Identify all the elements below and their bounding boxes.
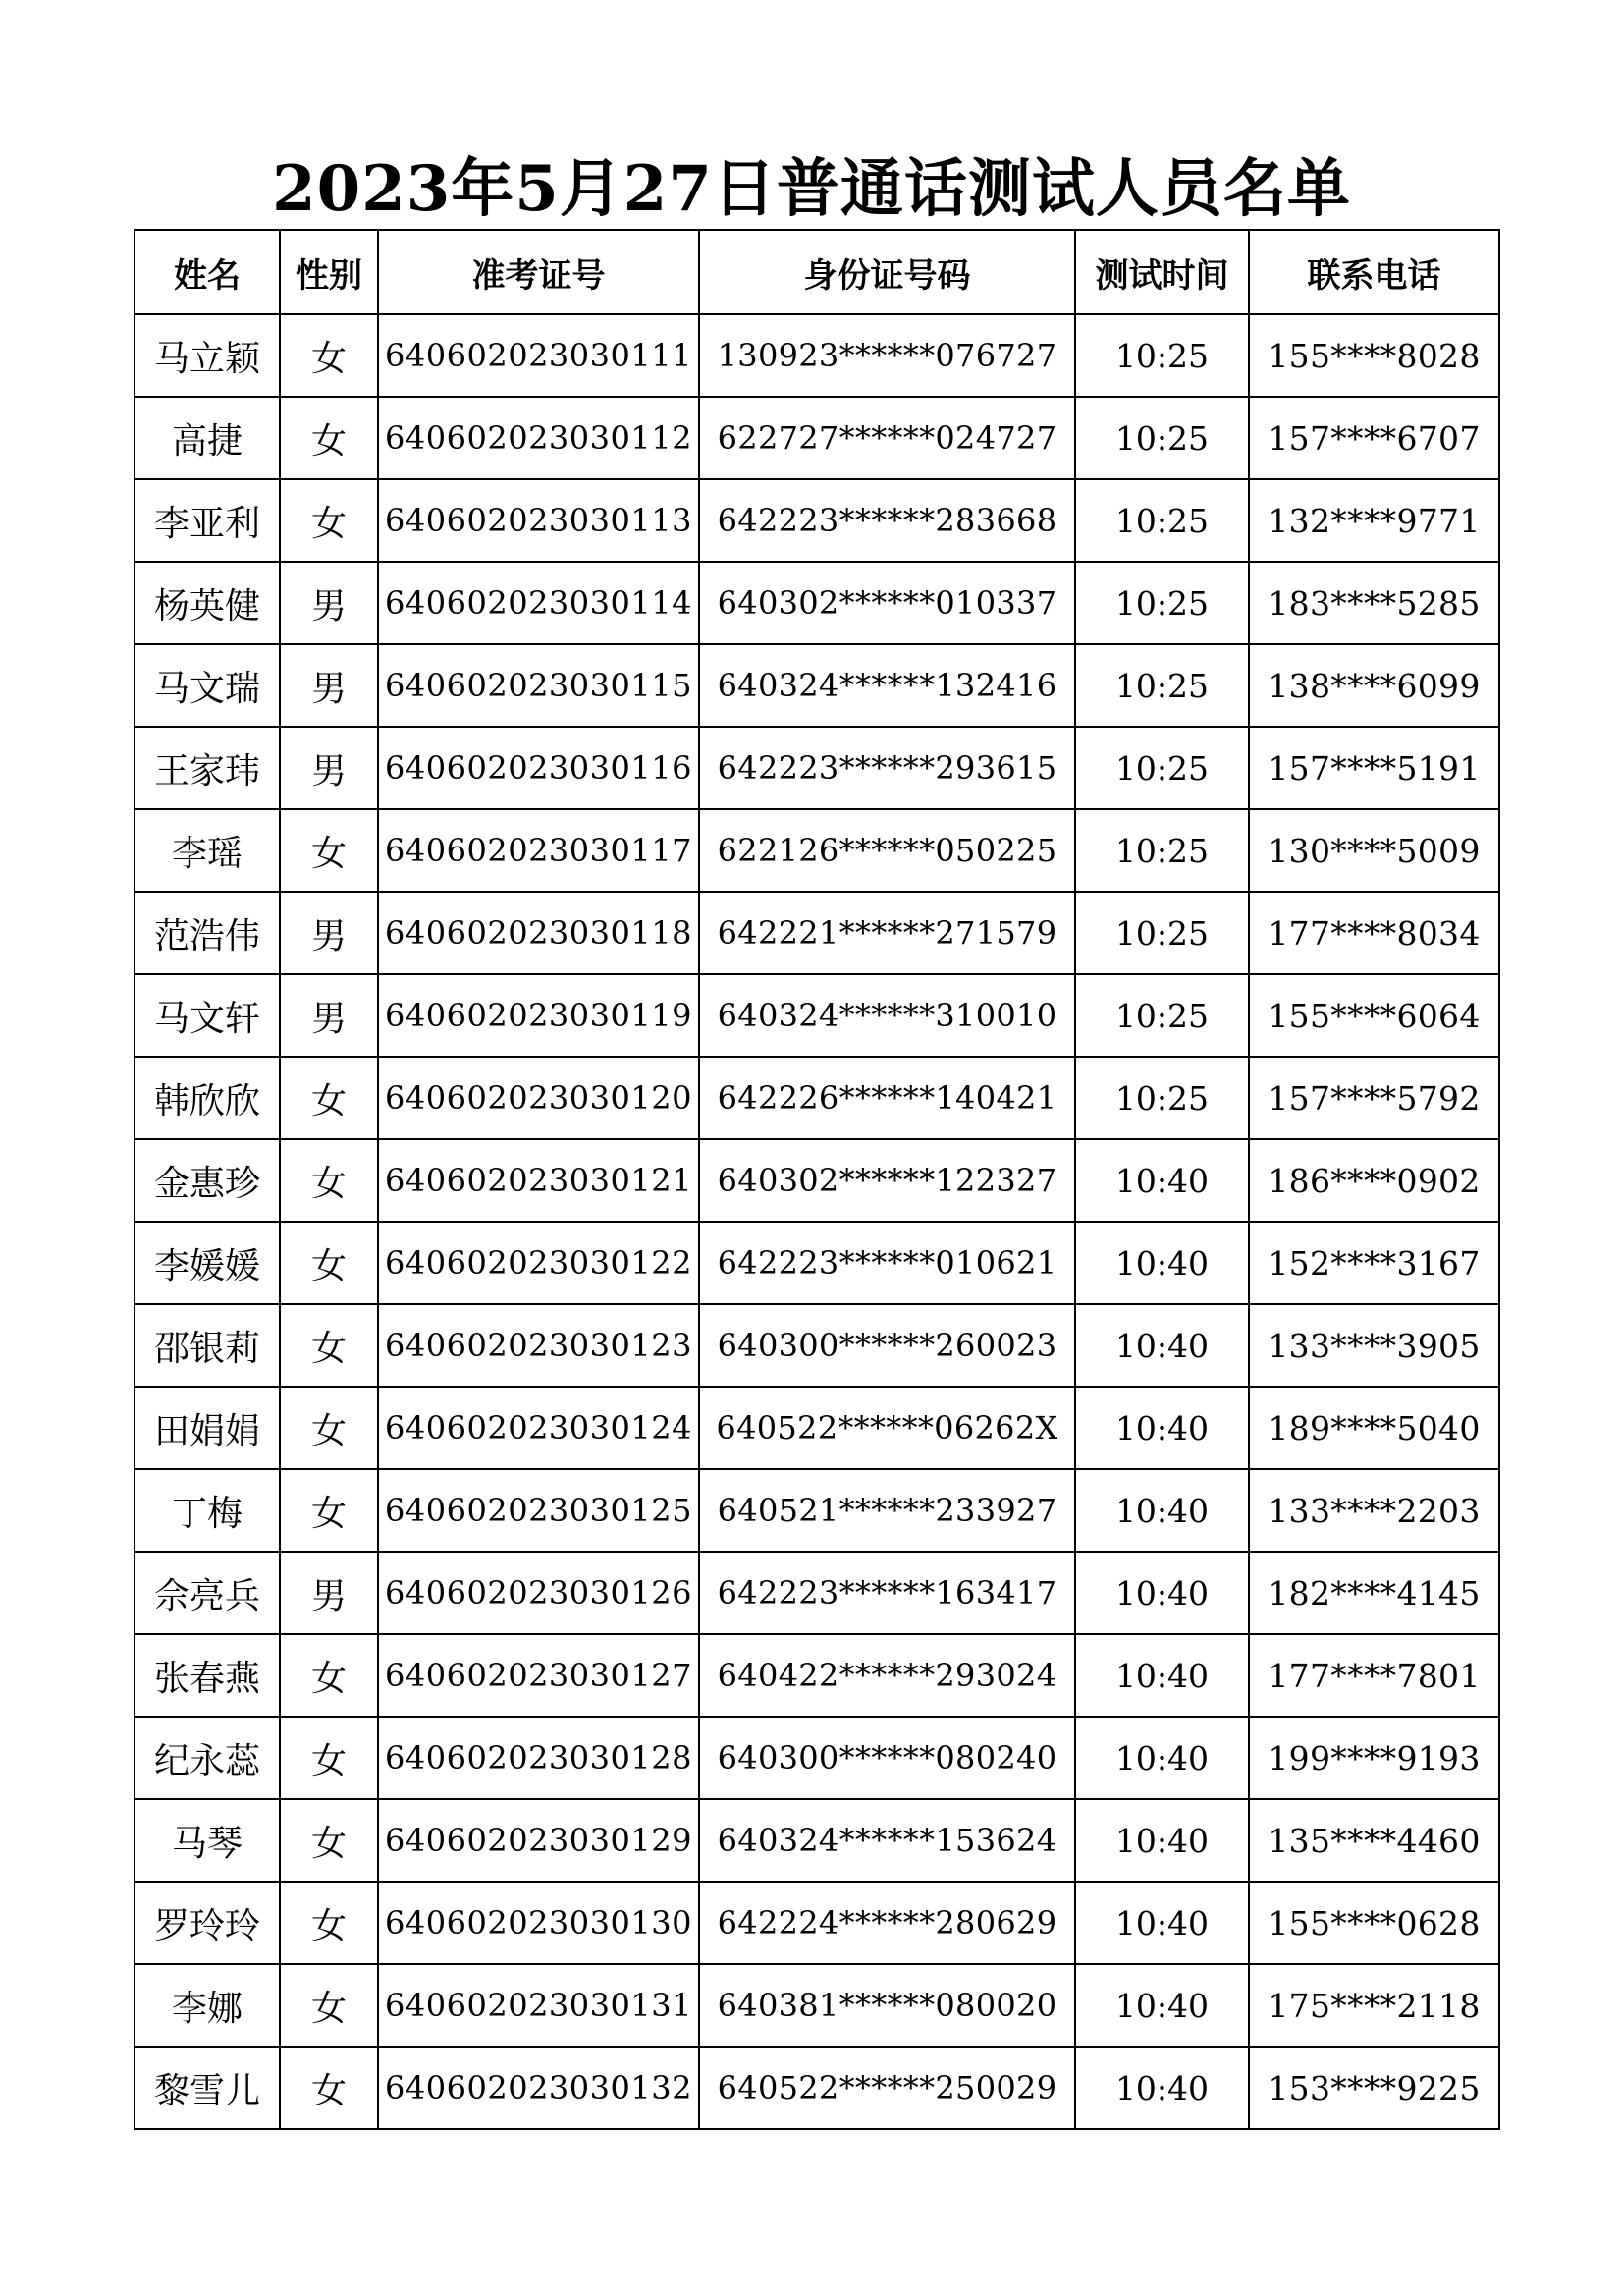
cell-test-time: 10:40 <box>1075 1717 1249 1799</box>
cell-name: 黎雪儿 <box>135 2047 280 2129</box>
cell-test-time: 10:25 <box>1075 397 1249 479</box>
table-row <box>135 1057 1499 1139</box>
cell-exam-number: 640602023030131 <box>378 1964 699 2047</box>
cell-name: 高捷 <box>135 397 280 479</box>
cell-gender: 女 <box>280 1387 378 1469</box>
cell-exam-number: 640602023030125 <box>378 1469 699 1552</box>
cell-id-number: 640422******293024 <box>699 1634 1075 1717</box>
cell-gender: 男 <box>280 1552 378 1634</box>
cell-name: 杨英健 <box>135 562 280 644</box>
cell-test-time: 10:40 <box>1075 1222 1249 1304</box>
cell-gender: 女 <box>280 397 378 479</box>
cell-test-time: 10:40 <box>1075 1387 1249 1469</box>
cell-test-time: 10:25 <box>1075 809 1249 892</box>
cell-name: 佘亮兵 <box>135 1552 280 1634</box>
cell-name: 张春燕 <box>135 1634 280 1717</box>
table-row <box>135 562 1499 644</box>
table-row <box>135 479 1499 562</box>
table-row <box>135 1387 1499 1469</box>
cell-exam-number: 640602023030124 <box>378 1387 699 1469</box>
cell-id-number: 642221******271579 <box>699 892 1075 974</box>
cell-test-time: 10:25 <box>1075 974 1249 1057</box>
table-row <box>135 1139 1499 1222</box>
cell-exam-number: 640602023030118 <box>378 892 699 974</box>
cell-name: 李瑶 <box>135 809 280 892</box>
cell-id-number: 640324******153624 <box>699 1799 1075 1882</box>
cell-test-time: 10:25 <box>1075 479 1249 562</box>
cell-test-time: 10:40 <box>1075 2047 1249 2129</box>
cell-phone: 133****3905 <box>1249 1304 1499 1387</box>
cell-id-number: 640300******080240 <box>699 1717 1075 1799</box>
cell-exam-number: 640602023030130 <box>378 1882 699 1964</box>
cell-gender: 女 <box>280 1882 378 1964</box>
cell-gender: 男 <box>280 974 378 1057</box>
cell-name: 马文轩 <box>135 974 280 1057</box>
cell-id-number: 640300******260023 <box>699 1304 1075 1387</box>
cell-test-time: 10:25 <box>1075 1057 1249 1139</box>
cell-exam-number: 640602023030128 <box>378 1717 699 1799</box>
cell-exam-number: 640602023030111 <box>378 314 699 397</box>
table-row <box>135 314 1499 397</box>
cell-test-time: 10:40 <box>1075 1964 1249 2047</box>
cell-exam-number: 640602023030126 <box>378 1552 699 1634</box>
cell-name: 马文瑞 <box>135 644 280 727</box>
cell-id-number: 622727******024727 <box>699 397 1075 479</box>
cell-id-number: 640381******080020 <box>699 1964 1075 2047</box>
header-id-number: 身份证号码 <box>699 230 1075 314</box>
cell-name: 韩欣欣 <box>135 1057 280 1139</box>
cell-gender: 男 <box>280 892 378 974</box>
cell-exam-number: 640602023030123 <box>378 1304 699 1387</box>
cell-id-number: 642224******280629 <box>699 1882 1075 1964</box>
cell-name: 李媛媛 <box>135 1222 280 1304</box>
cell-exam-number: 640602023030117 <box>378 809 699 892</box>
table-row <box>135 2047 1499 2129</box>
cell-phone: 157****5191 <box>1249 727 1499 809</box>
cell-id-number: 642223******293615 <box>699 727 1075 809</box>
cell-test-time: 10:25 <box>1075 562 1249 644</box>
cell-phone: 186****0902 <box>1249 1139 1499 1222</box>
cell-id-number: 642223******163417 <box>699 1552 1075 1634</box>
cell-gender: 女 <box>280 1222 378 1304</box>
table-row <box>135 1222 1499 1304</box>
cell-test-time: 10:25 <box>1075 727 1249 809</box>
table-row <box>135 1634 1499 1717</box>
cell-id-number: 640521******233927 <box>699 1469 1075 1552</box>
header-gender: 性别 <box>280 230 378 314</box>
cell-phone: 189****5040 <box>1249 1387 1499 1469</box>
cell-id-number: 130923******076727 <box>699 314 1075 397</box>
cell-gender: 女 <box>280 809 378 892</box>
cell-test-time: 10:40 <box>1075 1304 1249 1387</box>
header-phone: 联系电话 <box>1249 230 1499 314</box>
cell-gender: 女 <box>280 1139 378 1222</box>
cell-gender: 女 <box>280 479 378 562</box>
cell-name: 范浩伟 <box>135 892 280 974</box>
cell-name: 金惠珍 <box>135 1139 280 1222</box>
header-name: 姓名 <box>135 230 280 314</box>
table-row <box>135 727 1499 809</box>
header-test-time: 测试时间 <box>1075 230 1249 314</box>
cell-phone: 182****4145 <box>1249 1552 1499 1634</box>
cell-phone: 177****8034 <box>1249 892 1499 974</box>
table-row <box>135 1469 1499 1552</box>
cell-exam-number: 640602023030112 <box>378 397 699 479</box>
cell-exam-number: 640602023030132 <box>378 2047 699 2129</box>
cell-gender: 女 <box>280 1057 378 1139</box>
cell-test-time: 10:40 <box>1075 1799 1249 1882</box>
cell-phone: 183****5285 <box>1249 562 1499 644</box>
cell-exam-number: 640602023030113 <box>378 479 699 562</box>
table-row <box>135 1552 1499 1634</box>
table-row <box>135 1882 1499 1964</box>
cell-exam-number: 640602023030127 <box>378 1634 699 1717</box>
cell-phone: 130****5009 <box>1249 809 1499 892</box>
cell-gender: 男 <box>280 562 378 644</box>
cell-test-time: 10:40 <box>1075 1469 1249 1552</box>
cell-id-number: 640324******310010 <box>699 974 1075 1057</box>
cell-gender: 女 <box>280 2047 378 2129</box>
cell-name: 李娜 <box>135 1964 280 2047</box>
cell-gender: 女 <box>280 314 378 397</box>
cell-phone: 132****9771 <box>1249 479 1499 562</box>
cell-name: 丁梅 <box>135 1469 280 1552</box>
cell-name: 邵银莉 <box>135 1304 280 1387</box>
cell-name: 李亚利 <box>135 479 280 562</box>
table-row <box>135 644 1499 727</box>
cell-gender: 女 <box>280 1799 378 1882</box>
cell-phone: 157****6707 <box>1249 397 1499 479</box>
cell-phone: 177****7801 <box>1249 1634 1499 1717</box>
page-title: 2023年5月27日普通话测试人员名单 <box>272 152 1351 226</box>
table-row <box>135 1799 1499 1882</box>
cell-exam-number: 640602023030115 <box>378 644 699 727</box>
table-row <box>135 1717 1499 1799</box>
cell-name: 罗玲玲 <box>135 1882 280 1964</box>
table-row <box>135 974 1499 1057</box>
participant-table <box>134 229 1500 2130</box>
cell-phone: 152****3167 <box>1249 1222 1499 1304</box>
cell-exam-number: 640602023030116 <box>378 727 699 809</box>
cell-exam-number: 640602023030120 <box>378 1057 699 1139</box>
cell-phone: 135****4460 <box>1249 1799 1499 1882</box>
cell-test-time: 10:25 <box>1075 892 1249 974</box>
cell-phone: 155****6064 <box>1249 974 1499 1057</box>
table-body <box>135 314 1499 2129</box>
cell-phone: 155****0628 <box>1249 1882 1499 1964</box>
cell-exam-number: 640602023030121 <box>378 1139 699 1222</box>
cell-id-number: 642223******283668 <box>699 479 1075 562</box>
cell-test-time: 10:40 <box>1075 1882 1249 1964</box>
cell-exam-number: 640602023030114 <box>378 562 699 644</box>
cell-id-number: 640522******250029 <box>699 2047 1075 2129</box>
cell-gender: 女 <box>280 1964 378 2047</box>
table-row <box>135 1964 1499 2047</box>
cell-exam-number: 640602023030129 <box>378 1799 699 1882</box>
cell-test-time: 10:40 <box>1075 1139 1249 1222</box>
table-row <box>135 1304 1499 1387</box>
table-row <box>135 809 1499 892</box>
table-row <box>135 892 1499 974</box>
cell-gender: 女 <box>280 1717 378 1799</box>
cell-name: 田娟娟 <box>135 1387 280 1469</box>
cell-test-time: 10:25 <box>1075 644 1249 727</box>
cell-name: 马琴 <box>135 1799 280 1882</box>
cell-phone: 138****6099 <box>1249 644 1499 727</box>
cell-id-number: 642226******140421 <box>699 1057 1075 1139</box>
cell-test-time: 10:40 <box>1075 1634 1249 1717</box>
cell-name: 马立颖 <box>135 314 280 397</box>
cell-phone: 153****9225 <box>1249 2047 1499 2129</box>
table-header-row <box>135 230 1499 314</box>
cell-id-number: 640302******010337 <box>699 562 1075 644</box>
cell-name: 王家玮 <box>135 727 280 809</box>
header-exam-number: 准考证号 <box>378 230 699 314</box>
cell-id-number: 640324******132416 <box>699 644 1075 727</box>
cell-phone: 199****9193 <box>1249 1717 1499 1799</box>
cell-phone: 133****2203 <box>1249 1469 1499 1552</box>
cell-gender: 男 <box>280 644 378 727</box>
cell-gender: 女 <box>280 1304 378 1387</box>
cell-gender: 女 <box>280 1469 378 1552</box>
table-row <box>135 397 1499 479</box>
cell-test-time: 10:25 <box>1075 314 1249 397</box>
cell-test-time: 10:40 <box>1075 1552 1249 1634</box>
cell-id-number: 640522******06262X <box>699 1387 1075 1469</box>
cell-gender: 男 <box>280 727 378 809</box>
cell-name: 纪永蕊 <box>135 1717 280 1799</box>
cell-id-number: 640302******122327 <box>699 1139 1075 1222</box>
cell-exam-number: 640602023030119 <box>378 974 699 1057</box>
cell-gender: 女 <box>280 1634 378 1717</box>
cell-id-number: 622126******050225 <box>699 809 1075 892</box>
cell-phone: 175****2118 <box>1249 1964 1499 2047</box>
cell-id-number: 642223******010621 <box>699 1222 1075 1304</box>
cell-phone: 157****5792 <box>1249 1057 1499 1139</box>
cell-phone: 155****8028 <box>1249 314 1499 397</box>
cell-exam-number: 640602023030122 <box>378 1222 699 1304</box>
